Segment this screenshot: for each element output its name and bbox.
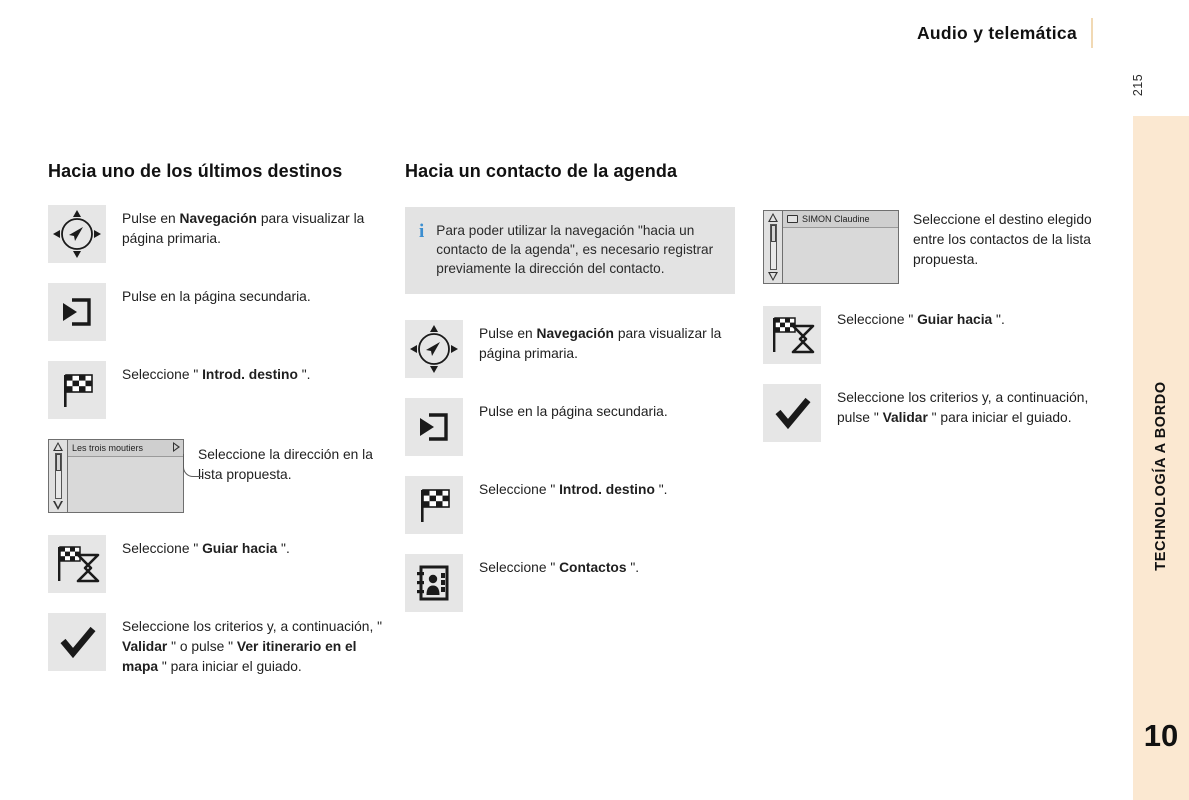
navigation-compass-icon: [48, 205, 106, 263]
scroll-down-icon[interactable]: [768, 272, 779, 281]
step-text-c: " o pulse ": [167, 638, 237, 654]
step-row: [763, 210, 1103, 284]
list-item-label: Les trois moutiers: [72, 442, 144, 453]
scroll-down-icon[interactable]: [53, 501, 64, 510]
list-item-label: SIMON Claudine: [802, 214, 870, 224]
list-body: [783, 211, 898, 283]
scroll-thumb[interactable]: [771, 225, 776, 242]
step-text-c: para visualizar la página primaria.: [122, 210, 365, 246]
step-text-b: Guiar hacia: [202, 540, 278, 556]
contact-chip-icon: [787, 215, 798, 223]
step-text-b: Contactos: [559, 560, 627, 576]
step-text-c: ".: [297, 366, 311, 382]
step-text: [479, 554, 639, 578]
step-row: [763, 384, 1103, 442]
section-title-middle: Hacia un contacto de la agenda: [405, 161, 678, 181]
page-number: 215: [1130, 73, 1145, 97]
scroll-up-icon[interactable]: [768, 213, 779, 222]
chapter-tab: [1133, 116, 1189, 800]
step-text-a: Seleccione los criterios y, a continuación, ": [122, 618, 383, 634]
step-row: [763, 306, 1103, 364]
step-row: [405, 398, 745, 456]
guide-to-icon: [763, 306, 821, 364]
page-header: [917, 18, 1093, 48]
step-text: [479, 476, 667, 500]
step-text-c: para visualizar la página primaria.: [479, 326, 722, 362]
step-row: [405, 320, 745, 378]
step-row: [48, 361, 388, 419]
step-text-a: Seleccione ": [479, 560, 560, 576]
step-text: Seleccione la dirección en la lista propuesta.: [198, 446, 373, 482]
list-screen-widget[interactable]: [763, 210, 899, 284]
step-text: [837, 306, 1005, 330]
step-row: [48, 439, 388, 513]
step-text-b: Navegación: [536, 326, 614, 342]
info-callout-text: Para poder utilizar la navegación "hacia un contacto de la agenda", es necesario registrar previamente la dirección del contacto.: [436, 222, 714, 277]
checkered-flag-icon: [405, 476, 463, 534]
step-row: [48, 535, 388, 593]
step-text-a: Pulse en: [122, 210, 180, 226]
step-text-e: " para iniciar el guiado.: [158, 658, 302, 674]
step-text: Pulse en la página secundaria.: [122, 288, 311, 304]
step-text-a: Seleccione los criterios y, a continuación, pulse ": [837, 390, 1089, 425]
step-text-b: Introd. destino: [202, 366, 298, 382]
navigation-compass-icon: [405, 320, 463, 378]
step-text: Pulse en la página secundaria.: [479, 404, 668, 420]
step-text-a: Seleccione ": [837, 312, 918, 327]
chevron-right-icon: [173, 442, 180, 452]
step-text-c: " para iniciar el guiado.: [927, 410, 1072, 425]
step-text-c: ".: [992, 312, 1005, 327]
step-text-c: ".: [277, 540, 290, 556]
list-scrollbar[interactable]: [49, 440, 68, 512]
check-icon: [48, 613, 106, 671]
step-text-b: Validar: [122, 638, 168, 654]
chapter-tab-label: TECHNOLOGÍA A BORDO: [1153, 381, 1169, 571]
step-text: [122, 205, 388, 249]
step-text-b: Validar: [882, 410, 928, 425]
step-text-a: Seleccione ": [479, 482, 560, 498]
chapter-tab-number: 10: [1143, 718, 1179, 753]
step-text-a: Seleccione ": [122, 366, 203, 382]
secondary-page-icon: [405, 398, 463, 456]
step-text-a: Pulse en: [479, 326, 537, 342]
step-text: [837, 384, 1103, 428]
step-text-d: Ver itinerario en el mapa: [122, 638, 357, 674]
step-text-a: Seleccione ": [122, 540, 203, 556]
step-row: [405, 476, 745, 534]
checkered-flag-icon: [48, 361, 106, 419]
step-text-b: Navegación: [179, 210, 257, 226]
page-title: Audio y telemática: [916, 22, 1077, 43]
step-text-c: ".: [654, 482, 668, 498]
list-scrollbar[interactable]: [764, 211, 783, 283]
step-row: [48, 613, 388, 677]
step-text-b: Introd. destino: [559, 482, 655, 498]
list-item[interactable]: [68, 440, 183, 457]
step-text-c: ".: [626, 560, 640, 576]
header-rule: [1091, 18, 1093, 48]
list-item[interactable]: [783, 211, 898, 228]
info-callout: [405, 207, 735, 295]
list-screen-widget[interactable]: [48, 439, 184, 513]
contacts-book-icon: [405, 554, 463, 612]
check-icon: [763, 384, 821, 442]
column-left: [48, 160, 388, 697]
step-row: [48, 283, 388, 341]
scroll-up-icon[interactable]: [53, 442, 64, 451]
step-text: [479, 320, 745, 364]
step-text: [122, 361, 310, 385]
scroll-thumb[interactable]: [56, 454, 61, 471]
step-text-b: Guiar hacia: [917, 312, 993, 327]
column-middle: [405, 160, 745, 632]
secondary-page-icon: [48, 283, 106, 341]
step-text: Seleccione el destino elegido entre los contactos de la lista propuesta.: [913, 212, 1092, 267]
scroll-track[interactable]: [55, 453, 62, 499]
column-right: [763, 210, 1103, 462]
step-row: [405, 554, 745, 612]
info-icon: i: [419, 220, 425, 242]
list-body: [68, 440, 183, 512]
guide-to-icon: [48, 535, 106, 593]
step-text: [122, 535, 290, 559]
step-text: [122, 613, 388, 677]
section-title-left: Hacia uno de los últimos destinos: [48, 161, 343, 181]
step-row: [48, 205, 388, 263]
scroll-track[interactable]: [770, 224, 777, 270]
